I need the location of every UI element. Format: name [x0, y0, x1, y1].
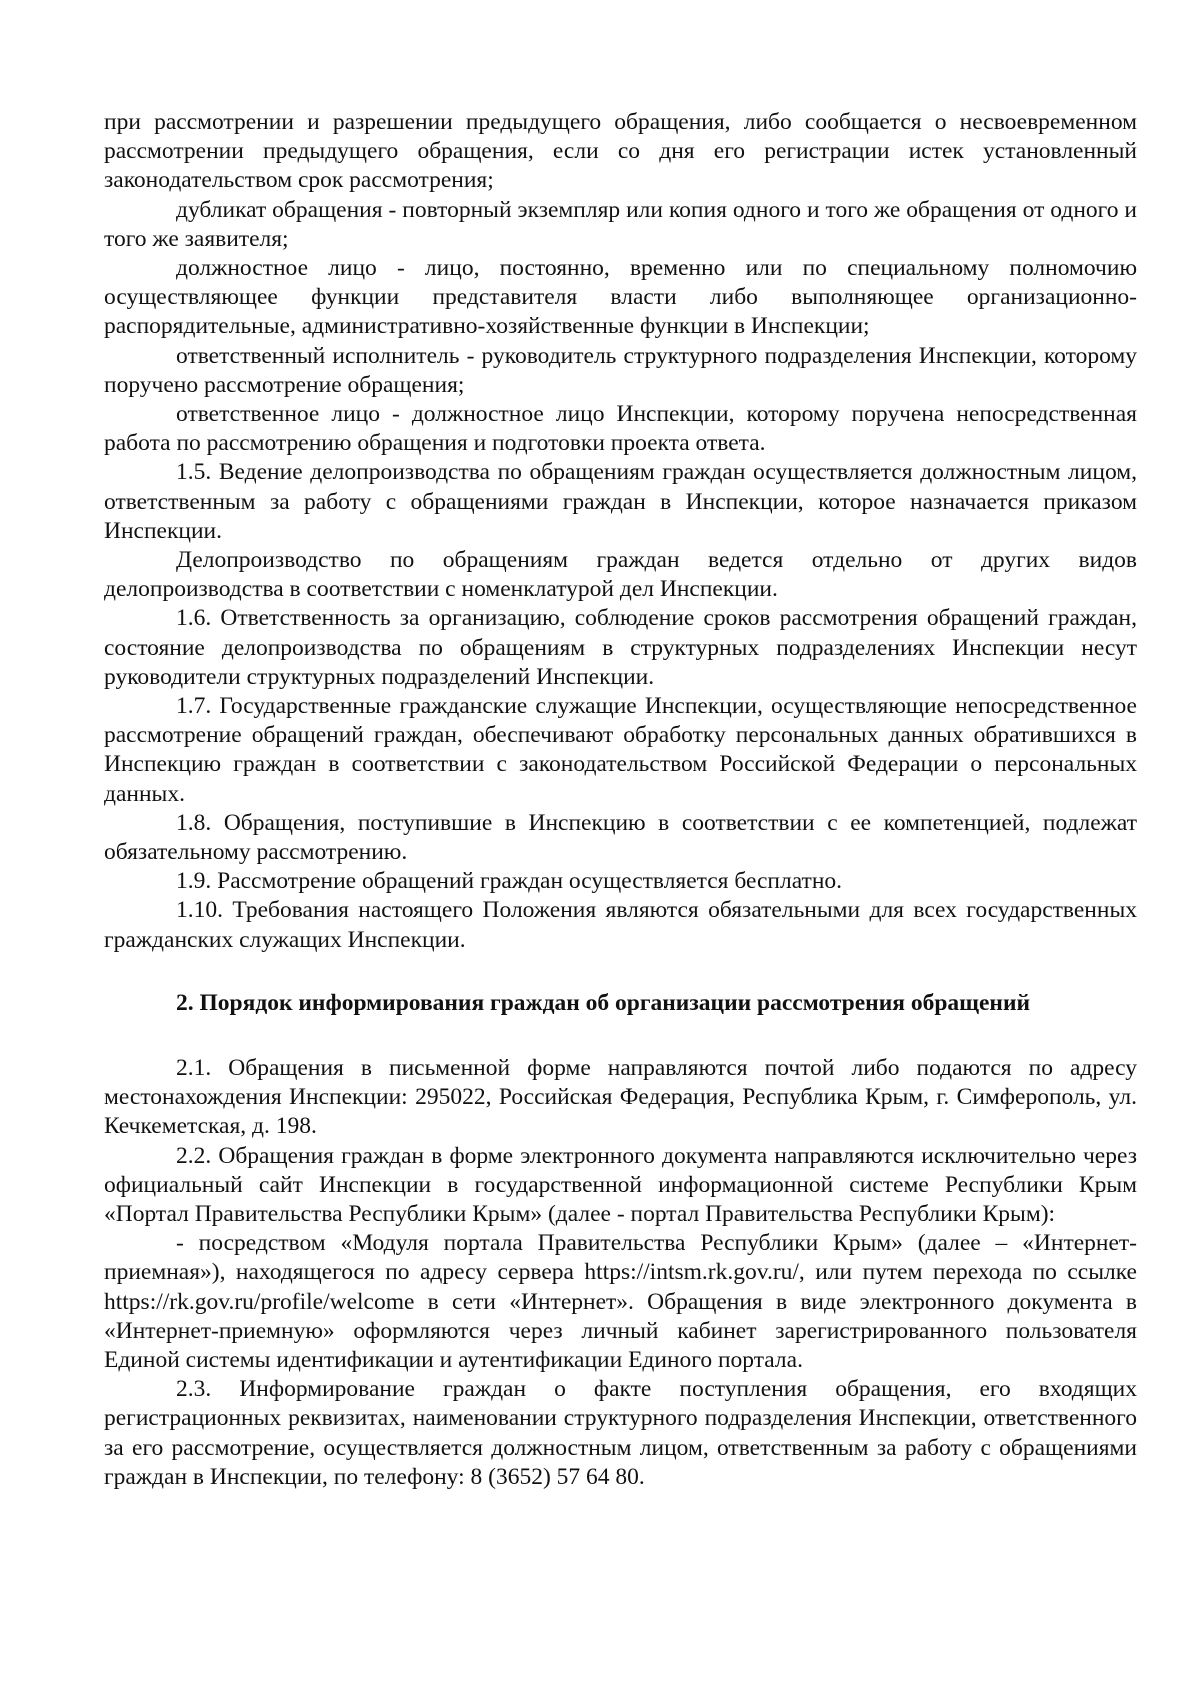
clause-1-5: 1.5. Ведение делопроизводства по обращениям граждан осуществляется должностным лицом, ответственным за работу с обращениями граждан в Инспекции, которое назначается приказом Инспекции. [104, 459, 1137, 544]
definition-official: должностное лицо - лицо, постоянно, временно или по специальному полномочию осуществляющее функции представителя власти либо выполняющее организационно-распорядительные, административно-хозяйственные функции в Инспекции; [104, 255, 1137, 340]
paragraph-continuation: при рассмотрении и разрешении предыдущего обращения, либо сообщается о несвоевременном рассмотрении предыдущего обращения, если со дня его регистрации истек установленный законодательством срок рассмотрения; [104, 109, 1137, 194]
clause-2-2: 2.2. Обращения граждан в форме электронного документа направляются исключительно через официальный сайт Инспекции в государственной информационной системе Республики Крым «Портал Правительства Республики Крым» (далее - портал Правительства Республики Крым): [104, 1142, 1137, 1227]
clause-2-2-internet-reception: - посредством «Модуля портала Правительства Республики Крым» (далее – «Интернет-приемная»), находящегося по адресу сервера https://intsm.rk.gov.ru/, или путем перехода по ссылке https://rk.gov.ru/profile/welcome в сети «Интернет». Обращения в виде электронного документа в «Интернет-приемную» оформляются через личный кабинет зарегистрированного пользователя Единой системы идентификации и аутентификации Единого портала. [104, 1230, 1137, 1373]
definition-responsible-person: ответственное лицо - должностное лицо Инспекции, которому поручена непосредственная работа по рассмотрению обращения и подготовки проекта ответа. [104, 401, 1137, 457]
clause-1-10: 1.10. Требования настоящего Положения являются обязательными для всех государственных гражданских служащих Инспекции. [104, 897, 1137, 953]
definition-responsible-executor: ответственный исполнитель - руководитель структурного подразделения Инспекции, которому поручено рассмотрение обращения; [104, 342, 1137, 398]
clause-2-1: 2.1. Обращения в письменной форме направляются почтой либо подаются по адресу местонахождения Инспекции: 295022, Российская Федерация, Республика Крым, г. Симферополь, ул. Кечкеметская, д. 198. [104, 1054, 1137, 1140]
clause-1-9: 1.9. Рассмотрение обращений граждан осуществляется бесплатно. [176, 868, 843, 895]
clause-2-3: 2.3. Информирование граждан о факте поступления обращения, его входящих регистрационных реквизитах, наименовании структурного подразделения Инспекции, ответственного за его рассмотрение, осуществляется должностным лицом, ответственным за работу с обращениями граждан в Инспекции, по телефону: 8 (3652) 57 64 80. [104, 1376, 1137, 1490]
definition-duplicate: дубликат обращения - повторный экземпляр или копия одного и того же обращения от одного и того же заявителя; [104, 196, 1137, 252]
clause-1-5-records: Делопроизводство по обращениям граждан ведется отдельно от других видов делопроизводства в соответствии с номенклатурой дел Инспекции. [104, 547, 1137, 603]
clause-1-8: 1.8. Обращения, поступившие в Инспекцию в соответствии с ее компетенцией, подлежат обязательному рассмотрению. [104, 809, 1137, 866]
section-2-heading: 2. Порядок информирования граждан об организации рассмотрения обращений [176, 989, 1031, 1016]
clause-1-6: 1.6. Ответственность за организацию, соблюдение сроков рассмотрения обращений граждан, состояние делопроизводства по обращениям в структурных подразделениях Инспекции несут руководители структурных подразделений Инспекции. [104, 605, 1137, 690]
clause-1-7: 1.7. Государственные гражданские служащие Инспекции, осуществляющие непосредственное рассмотрение обращений граждан, обеспечивают обработку персональных данных обратившихся в Инспекцию граждан в соответствии с законодательством Российской Федерации о персональных данных. [104, 693, 1137, 807]
